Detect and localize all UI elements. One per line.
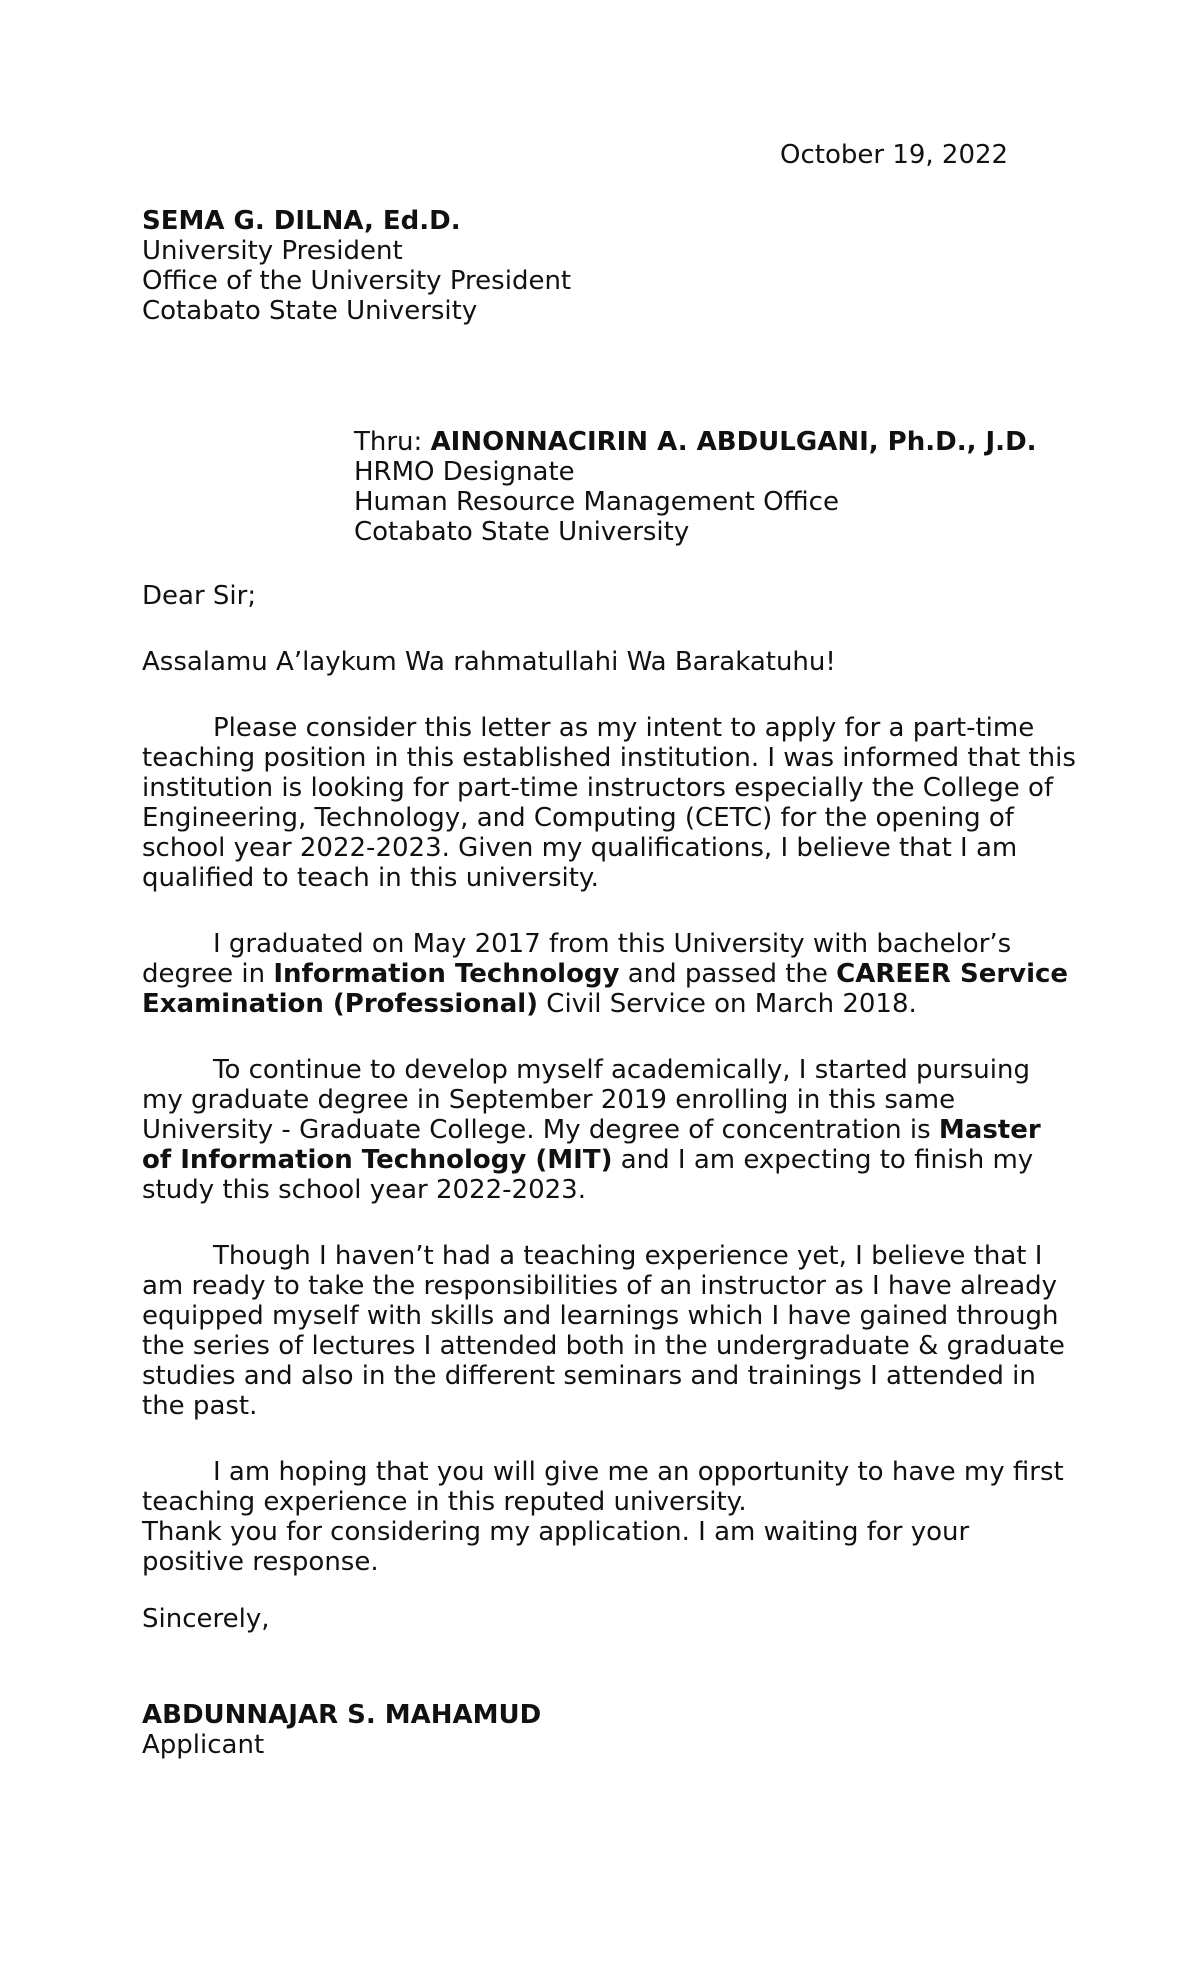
- paragraph-line: University - Graduate College. My degree of concentration is Master: [142, 1115, 1041, 1145]
- masters-highlight-cont: of Information Technology (MIT): [142, 1145, 613, 1175]
- paragraph-intent: [142, 713, 1082, 893]
- paragraph-line: the past.: [142, 1391, 258, 1421]
- greeting-text: Assalamu A’laykum Wa rahmatullahi Wa Barakatuhu!: [142, 647, 836, 677]
- paragraph-experience: [142, 1241, 1082, 1421]
- thru-prefix: Thru:: [354, 427, 431, 457]
- masters-highlight: Master: [938, 1115, 1041, 1145]
- paragraph-line: teaching position in this established institution. I was informed that this: [142, 743, 1076, 773]
- salutation: [142, 581, 1082, 611]
- exam-highlight-cont: Examination (Professional): [142, 989, 539, 1019]
- paragraph-line: equipped myself with skills and learnings which I have gained through: [142, 1301, 1059, 1331]
- exam-highlight: CAREER Service: [836, 959, 1069, 989]
- signatory-name: ABDUNNAJAR S. MAHAMUD: [142, 1700, 542, 1730]
- paragraph-closing: [142, 1457, 1082, 1577]
- degree-highlight: Information Technology: [273, 959, 620, 989]
- paragraph-line: institution is looking for part-time instructors especially the College of: [142, 773, 1054, 803]
- greeting: [142, 647, 1082, 677]
- recipient-office: Office of the University President: [142, 266, 572, 296]
- paragraph-line: teaching experience in this reputed university.: [142, 1487, 747, 1517]
- paragraph-line: I graduated on May 2017 from this University with bachelor’s: [213, 929, 1012, 959]
- paragraph-line: Thank you for considering my application. I am waiting for your: [142, 1517, 970, 1547]
- paragraph-education: [142, 929, 1082, 1019]
- paragraph-line: To continue to develop myself academically, I started pursuing: [213, 1055, 1030, 1085]
- paragraph-line: positive response.: [142, 1547, 379, 1577]
- letter-date: October 19, 2022: [780, 140, 1009, 170]
- paragraph-line: study this school year 2022-2023.: [142, 1175, 586, 1205]
- thru-name: AINONNACIRIN A. ABDULGANI, Ph.D., J.D.: [430, 427, 1037, 457]
- complimentary-close: Sincerely,: [142, 1604, 270, 1634]
- signature-block: [142, 1700, 541, 1760]
- paragraph-line: I am hoping that you will give me an opportunity to have my first: [213, 1457, 1064, 1487]
- thru-name-line: [354, 427, 1037, 457]
- recipient-institution: Cotabato State University: [142, 296, 478, 326]
- thru-block: [354, 427, 1037, 547]
- salutation-text: Dear Sir;: [142, 581, 257, 611]
- signatory-role: Applicant: [142, 1730, 265, 1760]
- paragraph-line: Please consider this letter as my intent to apply for a part-time: [213, 713, 1035, 743]
- thru-title: HRMO Designate: [354, 457, 575, 487]
- paragraph-graduate: [142, 1055, 1082, 1205]
- paragraph-line: the series of lectures I attended both in the undergraduate & graduate: [142, 1331, 1065, 1361]
- paragraph-line: of Information Technology (MIT) and I am expecting to finish my: [142, 1145, 1034, 1175]
- paragraph-line: degree in Information Technology and passed the CAREER Service: [142, 959, 1069, 989]
- recipient-title: University President: [142, 236, 403, 266]
- letter-body: [142, 581, 1082, 1613]
- recipient-name: SEMA G. DILNA, Ed.D.: [142, 206, 461, 236]
- paragraph-line: Examination (Professional) Civil Service on March 2018.: [142, 989, 917, 1019]
- thru-office: Human Resource Management Office: [354, 487, 839, 517]
- paragraph-line: Engineering, Technology, and Computing (CETC) for the opening of: [142, 803, 1014, 833]
- paragraph-line: studies and also in the different seminars and trainings I attended in: [142, 1361, 1036, 1391]
- paragraph-line: qualified to teach in this university.: [142, 863, 599, 893]
- paragraph-line: school year 2022-2023. Given my qualifications, I believe that I am: [142, 833, 1018, 863]
- paragraph-line: Though I haven’t had a teaching experience yet, I believe that I: [213, 1241, 1043, 1271]
- recipient-block: [142, 206, 571, 326]
- thru-institution: Cotabato State University: [354, 517, 690, 547]
- paragraph-line: am ready to take the responsibilities of an instructor as I have already: [142, 1271, 1058, 1301]
- paragraph-line: my graduate degree in September 2019 enrolling in this same: [142, 1085, 956, 1115]
